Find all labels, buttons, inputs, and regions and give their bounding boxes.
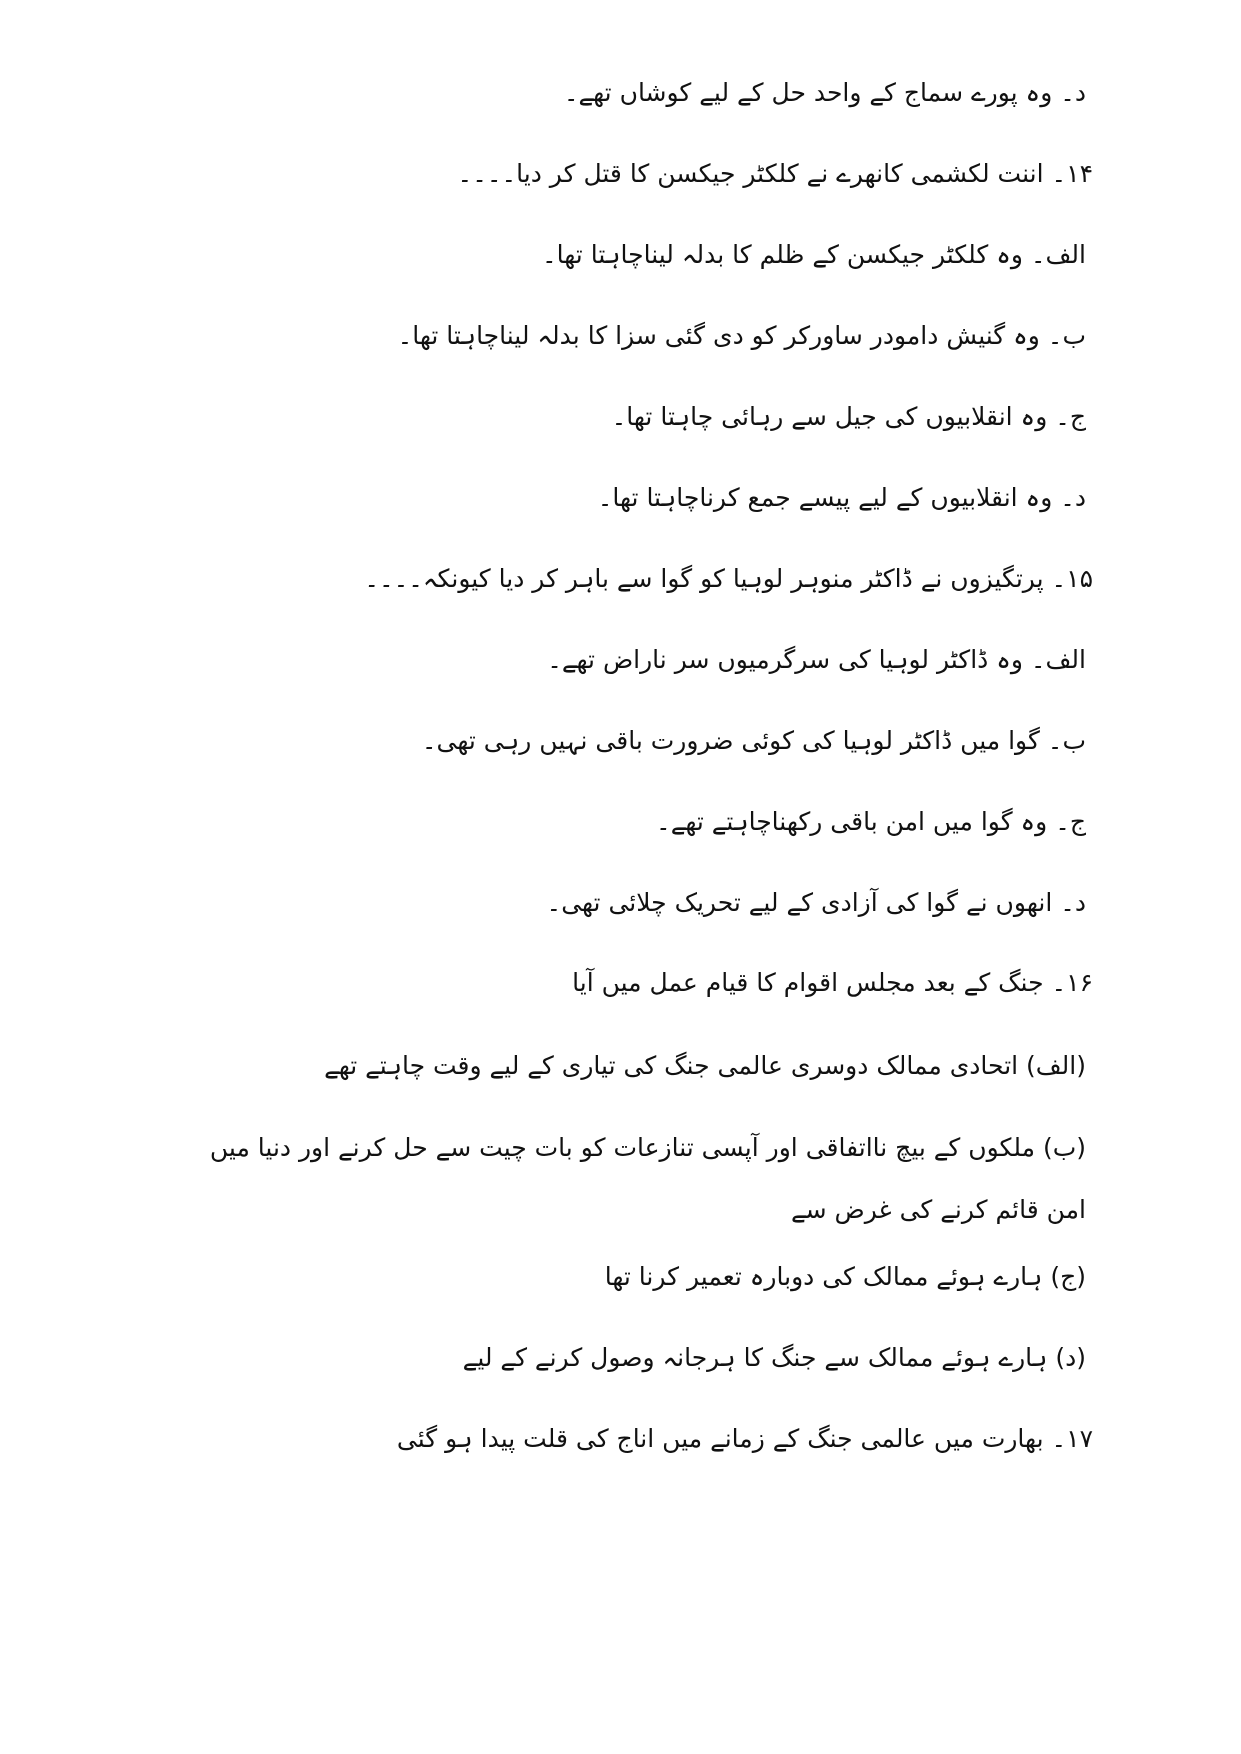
option-b-14: ب۔ وہ گنیش دامودر ساورکر کو دی گئی سزا کا بدلہ لیناچاہتا تھا۔ bbox=[397, 321, 1086, 350]
option-d-14: د۔ وہ انقلابیوں کے لیے پیسے جمع کرناچاہتا تھا۔ bbox=[597, 483, 1086, 512]
option-alif-16: (الف) اتحادی ممالک دوسری عالمی جنگ کی تیاری کے لیے وقت چاہتے تھے bbox=[324, 1051, 1086, 1080]
option-j-16: (ج) ہارے ہوئے ممالک کی دوبارہ تعمیر کرنا تھا bbox=[604, 1262, 1086, 1291]
option-j-14: ج۔ وہ انقلابیوں کی جیل سے رہائی چاہتا تھا۔ bbox=[611, 402, 1086, 431]
option-b-15: ب۔ گوا میں ڈاکٹر لوہیا کی کوئی ضرورت باقی نہیں رہی تھی۔ bbox=[421, 726, 1086, 755]
option-b-16: (ب) ملکوں کے بیچ نااتفاقی اور آپسی تنازعات کو بات چیت سے حل کرنے اور دنیا میں امن قائم کرنے کی غرض سے bbox=[209, 1133, 1086, 1224]
option-d-13: د۔ وہ پورے سماج کے واحد حل کے لیے کوشاں تھے۔ bbox=[563, 78, 1086, 107]
option-j-15: ج۔ وہ گوا میں امن باقی رکھناچاہتے تھے۔ bbox=[656, 807, 1086, 836]
option-d-15: د۔ انھوں نے گوا کی آزادی کے لیے تحریک چلائی تھی۔ bbox=[546, 888, 1086, 917]
question-17: ۱۷۔ بھارت میں عالمی جنگ کے زمانے میں اناج کی قلت پیدا ہو گئی bbox=[396, 1424, 1093, 1453]
option-alif-15: الف۔ وہ ڈاکٹر لوہیا کی سرگرمیوں سر ناراض تھے۔ bbox=[547, 645, 1086, 674]
question-15: ۱۵۔ پرتگیزوں نے ڈاکٹر منوہر لوہیا کو گوا سے باہر کر دیا کیونکہ۔۔۔۔ bbox=[364, 564, 1093, 593]
option-alif-14: الف۔ وہ کلکٹر جیکسن کے ظلم کا بدلہ لیناچاہتا تھا۔ bbox=[542, 240, 1086, 269]
question-16: ۱۶۔ جنگ کے بعد مجلس اقوام کا قیام عمل میں آیا bbox=[572, 968, 1093, 997]
option-d-16: (د) ہارے ہوئے ممالک سے جنگ کا ہرجانہ وصول کرنے کے لیے bbox=[462, 1343, 1086, 1372]
question-14: ۱۴۔ اننت لکشمی کانھرے نے کلکٹر جیکسن کا قتل کر دیا۔۔۔۔ bbox=[457, 159, 1093, 188]
